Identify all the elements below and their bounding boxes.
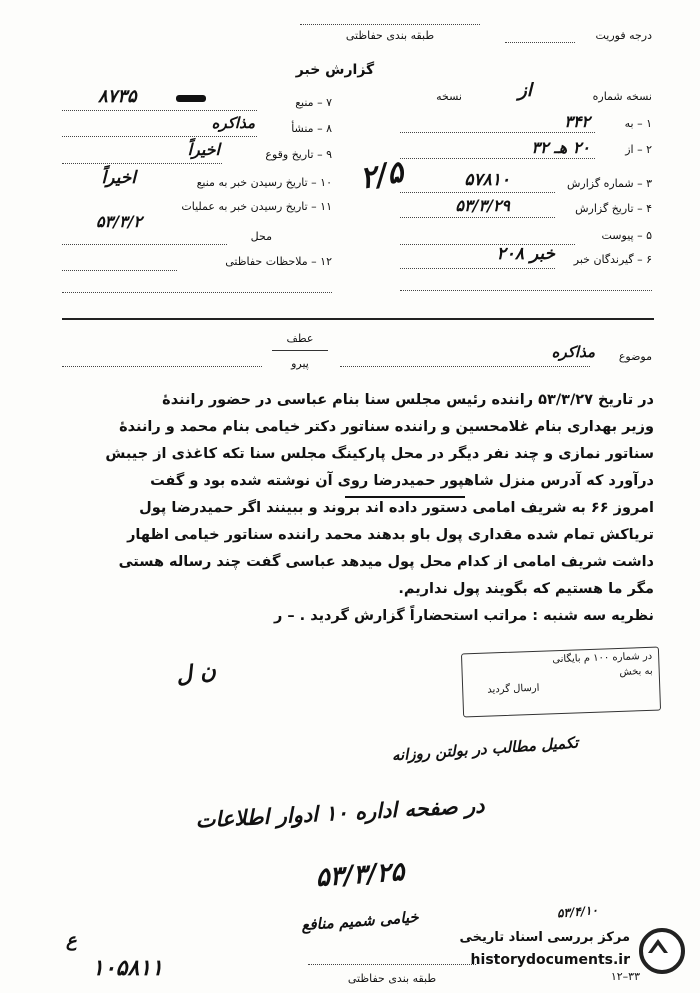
- place-dots: [62, 244, 227, 245]
- from-label: ۲ – از: [625, 143, 652, 156]
- body-line-5: امروز ۶۶ به شریف امامی دستور داده اند بروند و ببینند اگر حمیدرضا پول: [139, 500, 654, 516]
- attachment-label: ۵ – پیوست: [601, 229, 652, 242]
- body-line-7: داشت شریف امامی از کدام محل پول میدهد عباسی گفت چند رساله هستی: [118, 554, 654, 570]
- report-no-dots: [400, 192, 555, 193]
- report-body: [44, 392, 654, 635]
- body-line-6: تریاکش تمام شده مقداری پول باو بدهند محمد راننده سناتور خیامی اظهار: [127, 527, 654, 543]
- place-label: محل: [250, 230, 272, 243]
- source-redaction: [176, 95, 206, 102]
- from-value: ۲۰ هـ ۳۲: [531, 138, 590, 157]
- report-date-label: ۴ – تاریخ گزارش: [575, 202, 652, 215]
- report-no-value: ۵۷۸۱۰: [464, 170, 510, 190]
- archive-logo-icon: [639, 928, 685, 974]
- recipients-value: خبر ۲۰۸: [496, 244, 555, 264]
- body-line-4: درآورد که آدرس منزل شاهپور حمیدرضا روی آن نوشته شده بود و گفت: [150, 473, 654, 489]
- stamp-line-1: در شماره ۱۰۰ م بایگانی: [552, 650, 653, 666]
- stamp-line-2: به بخش: [619, 665, 653, 678]
- report-no-annotation: ۲/۵: [357, 154, 406, 197]
- body-line-8: مگر ما هستیم که بگویند پول نداریم.: [398, 581, 654, 597]
- left-extra-dots: [62, 292, 332, 293]
- source-receipt-value: اخیراً: [101, 168, 136, 188]
- classification-bottom: طبقه بندی حفاظتی: [347, 972, 437, 985]
- event-date-value: اخیراً: [187, 140, 220, 159]
- body-line-9: نظریه سه شنبه : مراتب استحضاراً گزارش گردید . – ر: [273, 608, 654, 624]
- security-notes-label: ۱۲ – ملاحظات حفاظتی: [225, 255, 332, 268]
- body-underline: [345, 496, 465, 498]
- handwritten-bottom-number: ۱۰۵۸۱۱: [92, 955, 163, 981]
- report-date-value: ۵۳/۳/۲۹: [455, 196, 510, 215]
- body-line-1: در تاریخ ۵۳/۳/۲۷ راننده رئیس مجلس سنا بنام عباسی در حضور رانندهٔ: [162, 392, 654, 408]
- watermark-url: historydocuments.ir: [470, 952, 630, 968]
- origin-label: ۸ – منشأ: [291, 122, 332, 135]
- copy-no-value: از: [518, 80, 532, 101]
- source-label: ۷ – منبع: [295, 96, 332, 109]
- handwritten-initial: ن ل: [174, 657, 218, 689]
- to-label: ۱ – به: [624, 117, 652, 130]
- body-line-2: وزیر بهداری بنام غلامحسین و راننده سناتور دکتر خیامی بنام محمد و رانندهٔ: [119, 419, 654, 435]
- handwritten-note-2: در صفحه اداره ۱۰ ادوار اطلاعات: [194, 792, 486, 833]
- ops-receipt-label: ۱۱ – تاریخ رسیدن خبر به عملیات: [181, 200, 332, 213]
- body-line-3: سناتور نمازی و چند نفر دیگر در محل پارکینگ مجلس سنا تکه کاغذی از جیبش: [105, 446, 654, 462]
- security-notes-dots: [62, 270, 177, 271]
- recipients-dots: [400, 268, 555, 269]
- subject-label: موضوع: [618, 350, 652, 363]
- priority-dots: [505, 42, 575, 43]
- document-title: گزارش خبر: [295, 62, 375, 78]
- archive-stamp: [461, 647, 661, 718]
- ref-rule: [272, 350, 328, 351]
- ref-label: عطف: [286, 332, 314, 345]
- report-no-label: ۳ – شماره گزارش: [566, 177, 652, 190]
- to-dots: [400, 132, 595, 133]
- event-date-label: ۹ – تاریخ وقوع: [265, 148, 332, 161]
- report-date-dots: [400, 217, 555, 218]
- source-receipt-label: ۱۰ – تاریخ رسیدن خبر به منبع: [196, 176, 332, 189]
- handwritten-note-3: خیامی شمیم منافع: [300, 907, 420, 935]
- ops-receipt-value: ۵۳/۳/۲: [95, 212, 142, 231]
- priority-label: درجه فوریت: [595, 29, 652, 42]
- section-divider: [62, 318, 654, 320]
- copies-label: نسخه: [436, 90, 462, 103]
- ref-dots-left: [62, 366, 262, 367]
- origin-value: مذاکره: [211, 114, 255, 132]
- handwritten-corner-date: ۵۳/۴/۱۰: [556, 902, 599, 921]
- watermark-title: مرکز بررسی اسناد تاریخی: [459, 930, 630, 945]
- copy-no-label: نسخه شماره: [592, 90, 652, 103]
- classification-top-rule: [300, 24, 480, 25]
- handwritten-note-1: تکمیل مطالب در بولتن روزانه: [391, 733, 579, 765]
- from-dots: [400, 158, 595, 159]
- right-extra-dots: [400, 290, 652, 291]
- handwritten-bottom-left: ع: [66, 930, 77, 951]
- classification-top: طبقه بندی حفاظتی: [345, 29, 435, 42]
- recipients-label: ۶ – گیرندگان خبر: [573, 253, 652, 266]
- stamp-line-3: ارسال گردید: [487, 682, 540, 696]
- event-date-dots: [62, 163, 222, 164]
- source-dots: [62, 110, 257, 111]
- handwritten-date: ۵۳/۳/۲۵: [314, 856, 406, 894]
- source-value: ۸۷۳۵: [98, 86, 137, 107]
- watermark: [425, 924, 687, 980]
- ref-dots-right: [340, 366, 590, 367]
- origin-dots: [62, 136, 257, 137]
- form-code: ۱۲–۳۳: [610, 970, 640, 983]
- followup-label: پیرو: [291, 357, 309, 370]
- to-value: ۳۴۲: [564, 112, 590, 131]
- subject-value: مذاکره: [551, 343, 595, 361]
